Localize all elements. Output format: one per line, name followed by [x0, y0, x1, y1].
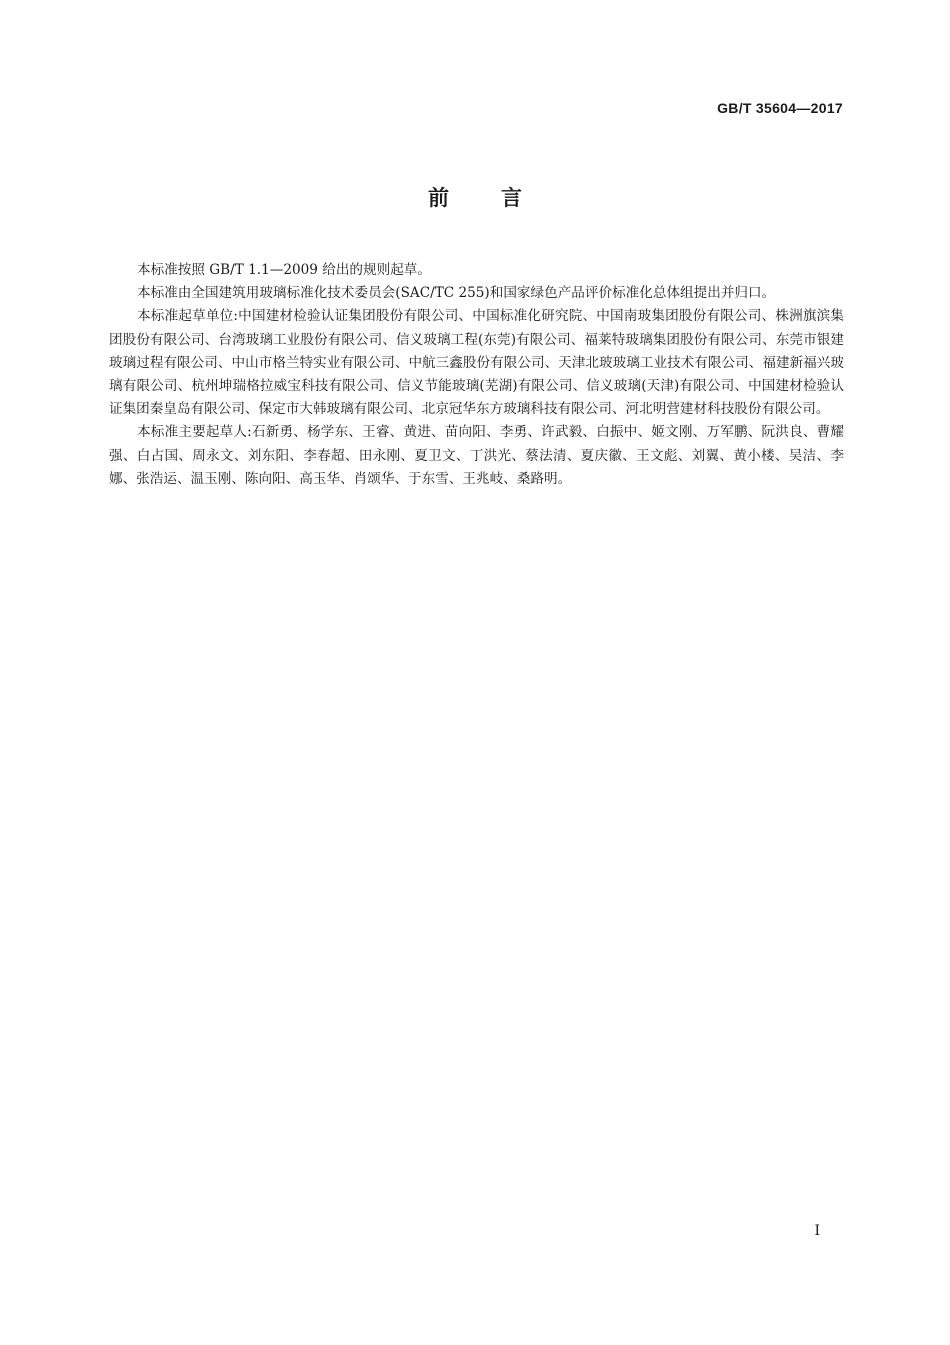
page-number: I [814, 1223, 820, 1239]
standard-number: GB/T 35604—2017 [717, 100, 843, 116]
paragraph-drafting-units: 本标准起草单位:中国建材检验认证集团股份有限公司、中国标准化研究院、中国南玻集团股份有限公司、株洲旗滨集团股份有限公司、台湾玻璃工业股份有限公司、信义玻璃工程(东莞)有限公司、福莱特玻璃集团股份有限公司、东莞市银建玻璃过程有限公司、中山市格兰特实业有限公司、中航三鑫股份有限公司、天津北玻玻璃工业技术有限公司、福建新福兴玻璃有限公司、杭州坤瑞格拉威宝科技有限公司、信义节能玻璃(芜湖)有限公司、信义玻璃(天津)有限公司、中国建材检验认证集团秦皇岛有限公司、保定市大韩玻璃有限公司、北京冠华东方玻璃科技有限公司、河北明营建材科技股份有限公司。 [109, 308, 844, 418]
paragraph-drafting-rules: 本标准按照 GB/T 1.1—2009 给出的规则起草。 [137, 262, 431, 278]
paragraph-proposer: 本标准由全国建筑用玻璃标准化技术委员会(SAC/TC 255)和国家绿色产品评价标准化总体组提出并归口。 [137, 285, 776, 302]
paragraph-drafters: 本标准主要起草人:石新勇、杨学东、王睿、黄进、苗向阳、李勇、许武毅、白振中、姬文刚、万军鹏、阮洪良、曹耀强、白占国、周永文、刘东阳、李春超、田永刚、夏卫文、丁洪光、蔡法清、夏庆徽、王文彪、刘翼、黄小楼、吴洁、李娜、张浩运、温玉刚、陈向阳、高玉华、肖颂华、于东雪、王兆岐、桑路明。 [109, 424, 844, 487]
page-title: 前言 [428, 186, 574, 210]
document-body [109, 259, 844, 491]
